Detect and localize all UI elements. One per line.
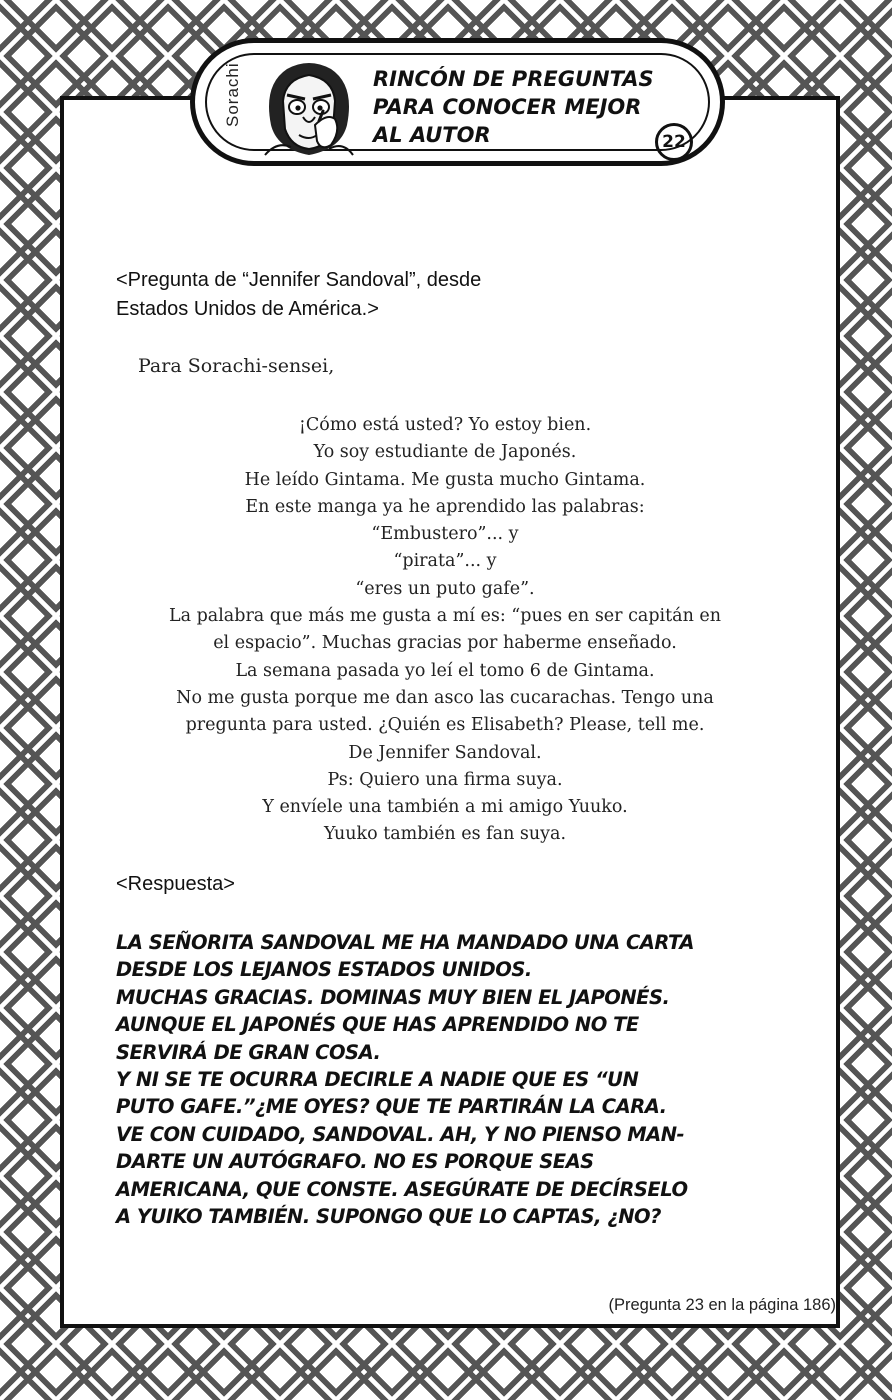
header-title — [373, 65, 673, 149]
response-label: <Respuesta> — [116, 873, 235, 895]
letter-line: Ps: Quiero una firma suya. — [327, 769, 563, 790]
header-title-line: PARA CONOCER MEJOR — [373, 95, 642, 119]
question-header-line: Estados Unidos de América.> — [116, 298, 379, 320]
answer-line: PUTO GAFE.”¿ME OYES? QUE TE PARTIRÁN LA CARA. — [116, 1095, 667, 1119]
answer-line: AMERICANA, QUE CONSTE. ASEGÚRATE DE DECÍRSELO — [116, 1177, 688, 1201]
answer-line: AUNQUE EL JAPONÉS QUE HAS APRENDIDO NO TE — [116, 1013, 639, 1037]
letter-line: “Embustero”... y — [371, 524, 519, 545]
header-title-line: RINCÓN DE PREGUNTAS — [373, 67, 654, 91]
section-header-banner — [190, 38, 725, 166]
answer-line: DESDE LOS LEJANOS ESTADOS UNIDOS. — [116, 958, 532, 982]
letter-salutation: Para Sorachi-sensei, — [138, 355, 335, 377]
answer-line: DARTE UN AUTÓGRAFO. NO ES PORQUE SEAS — [116, 1150, 594, 1174]
answer-line: MUCHAS GRACIAS. DOMINAS MUY BIEN EL JAPONÉS. — [116, 985, 670, 1009]
letter-line: En este manga ya he aprendido las palabras: — [245, 496, 645, 517]
question-number-badge: 22 — [655, 123, 693, 161]
letter-line: el espacio”. Muchas gracias por haberme enseñado. — [213, 633, 677, 654]
answer-line: VE CON CUIDADO, SANDOVAL. AH, Y NO PIENSO MAN- — [116, 1122, 685, 1146]
letter-body — [120, 412, 770, 849]
letter-line: La semana pasada yo leí el tomo 6 de Gintama. — [235, 660, 655, 681]
letter-line: “pirata”... y — [393, 551, 497, 572]
answer-line: A YUIKO TAMBIÉN. SUPONGO QUE LO CAPTAS, ¿NO? — [116, 1205, 661, 1229]
letter-line: pregunta para usted. ¿Quién es Elisabeth? Please, tell me. — [185, 715, 705, 736]
letter-line: “eres un puto gafe”. — [355, 578, 535, 599]
author-avatar-illustration — [257, 55, 361, 159]
letter-line: La palabra que más me gusta a mí es: “pues en ser capitán en — [168, 606, 722, 627]
letter-line: De Jennifer Sandoval. — [348, 742, 542, 763]
header-title-line: AL AUTOR — [373, 123, 491, 147]
letter-line: No me gusta porque me dan asco las cucarachas. Tengo una — [176, 687, 714, 708]
answer-line: SERVIRÁ DE GRAN COSA. — [116, 1040, 381, 1064]
answer-line: LA SEÑORITA SANDOVAL ME HA MANDADO UNA CARTA — [116, 931, 694, 954]
author-answer — [116, 929, 796, 1230]
question-header-line: <Pregunta de “Jennifer Sandoval”, desde — [116, 269, 482, 291]
letter-line: Yuuko también es fan suya. — [323, 824, 567, 845]
author-name-tag: Sorachi — [223, 62, 242, 127]
letter-line: Y envíele una también a mi amigo Yuuko. — [262, 797, 628, 818]
letter-line: Yo soy estudiante de Japonés. — [313, 442, 577, 463]
next-question-note: (Pregunta 23 en la página 186) — [608, 1296, 836, 1314]
letter-line: He leído Gintama. Me gusta mucho Gintama. — [244, 469, 646, 490]
letter-line: ¡Cómo está usted? Yo estoy bien. — [298, 415, 592, 435]
question-header — [116, 266, 716, 324]
answer-line: Y NI SE TE OCURRA DECIRLE A NADIE QUE ES “UN — [116, 1068, 639, 1092]
